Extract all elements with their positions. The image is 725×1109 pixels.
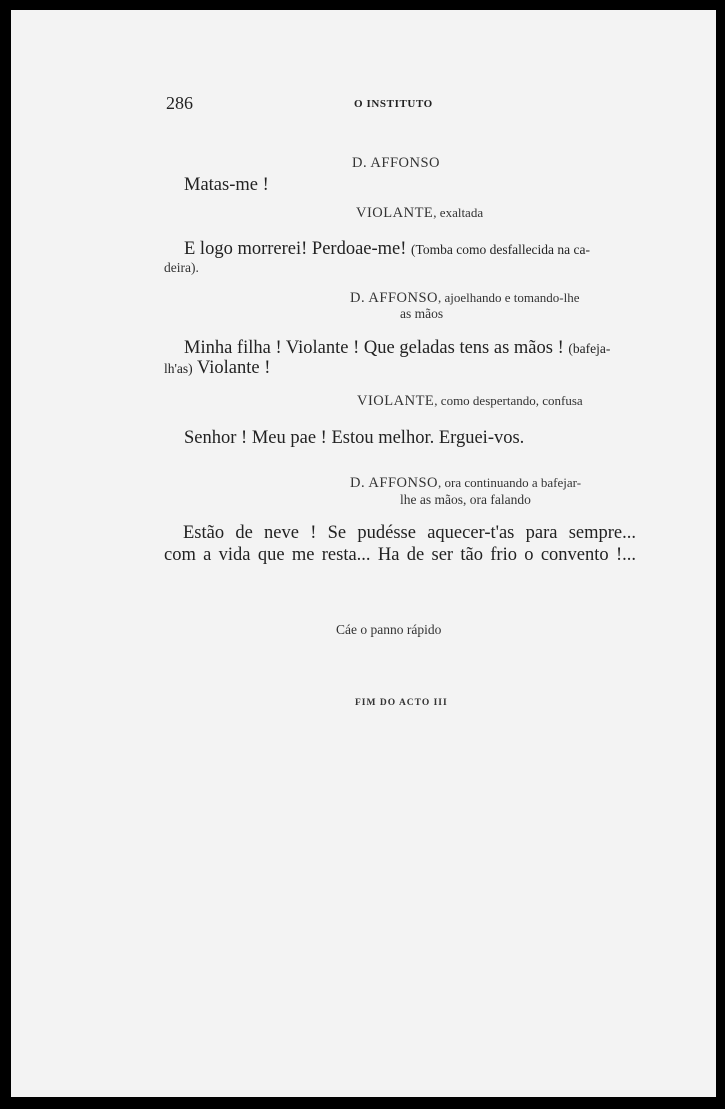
speaker-name: D. AFFONSO (352, 155, 440, 171)
stage-direction: lh'as) (164, 361, 193, 376)
end-of-act: FIM DO ACTO III (355, 698, 448, 708)
curtain-direction: Cáe o panno rápido (336, 622, 442, 637)
stage-direction: , exaltada (433, 205, 484, 220)
speech-line: Matas-me ! (184, 175, 269, 195)
speech-line: Senhor ! Meu pae ! Estou melhor. Erguei-vos. (184, 428, 525, 448)
page-number: 286 (166, 93, 193, 113)
running-title: O INSTITUTO (354, 98, 433, 110)
speaker-heading (350, 290, 580, 307)
speaker-heading (350, 475, 581, 492)
stage-direction: , ora continuando a bafejar- (438, 475, 582, 490)
speech-text: Minha filha ! Violante ! Que geladas tens as mãos ! (184, 338, 564, 358)
stage-direction: deira). (164, 260, 199, 275)
speech-text: E logo morrerei! Perdoae-me! (184, 239, 407, 259)
speaker-heading (356, 205, 483, 222)
stage-direction: lhe as mãos, ora falando (400, 492, 531, 507)
speech-text: Violante ! (196, 358, 271, 378)
speech-line (184, 239, 590, 260)
stage-direction: as mãos (400, 306, 444, 321)
speech-line (184, 338, 610, 359)
speaker-name: VIOLANTE (356, 205, 434, 221)
speaker-name: VIOLANTE (357, 393, 435, 409)
speaker-heading (357, 393, 583, 410)
speech-line (164, 358, 270, 379)
stage-direction: , como despertando, confusa (434, 393, 583, 408)
speech-line: Estão de neve ! Se pudésse aquecer-t'as para sempre... (183, 523, 636, 543)
speaker-name: D. AFFONSO (350, 290, 438, 306)
stage-direction: (Tomba como desfallecida na ca- (411, 242, 591, 257)
stage-direction: , ajoelhando e tomando-lhe (438, 290, 580, 305)
speaker-name: D. AFFONSO (350, 475, 438, 491)
speech-line: com a vida que me resta... Ha de ser tão frio o convento !... (164, 545, 636, 565)
stage-direction: (bafeja- (568, 341, 611, 356)
